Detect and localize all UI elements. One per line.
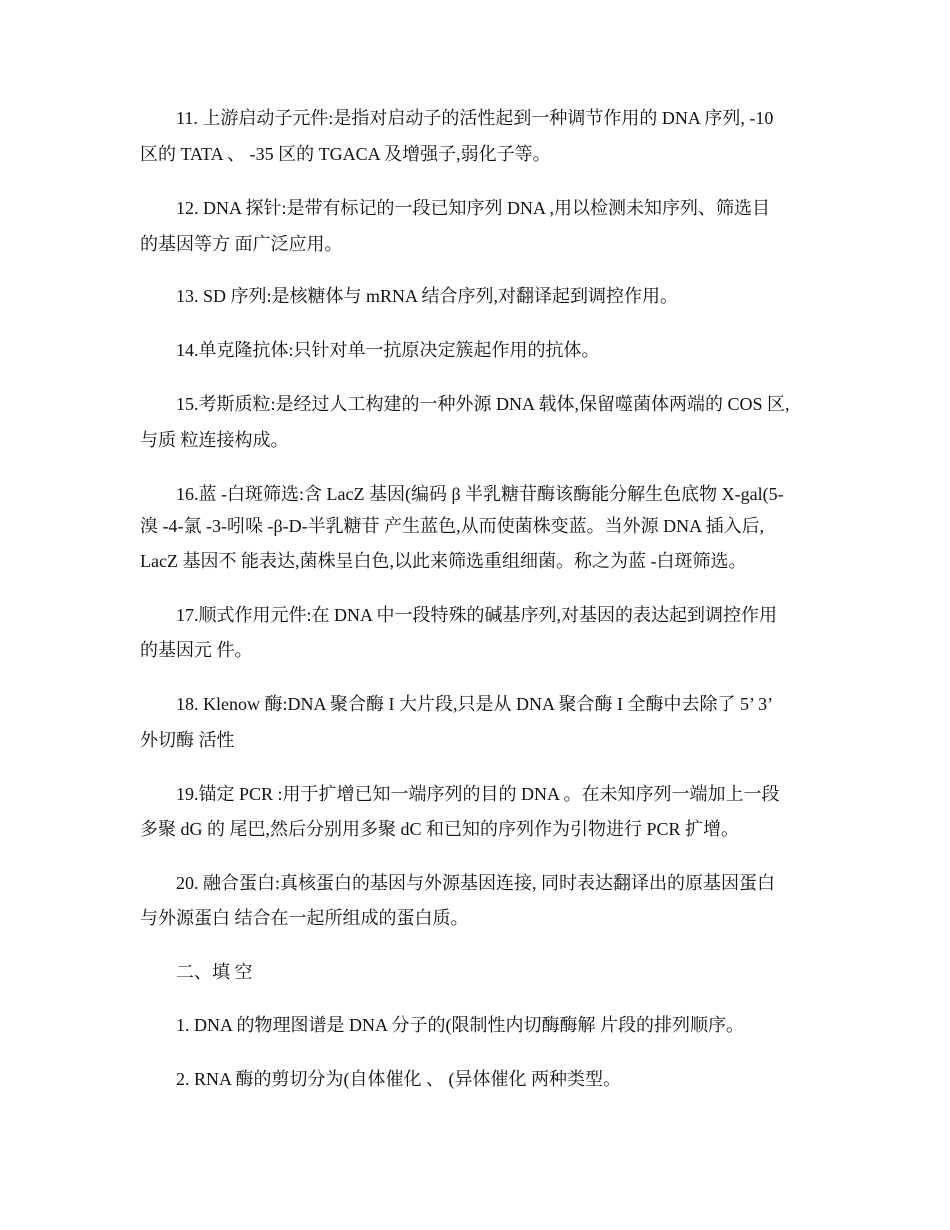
def-16-line-1: 16.蓝 -白斑筛选:含 LacZ 基因(编码 β 半乳糖苷酶该酶能分解生色底物 X-gal(5- (176, 484, 784, 504)
fill-item-2: 2. RNA 酶的剪切分为(自体催化 、 (异体催化 两种类型。 (176, 1069, 621, 1089)
def-18-line-2: 外切酶 活性 (140, 730, 235, 750)
def-16-line-2: 溴 -4-氯 -3-吲哚 -β-D-半乳糖苷 产生蓝色,从而使菌株变蓝。当外源 DNA 插入后, (140, 516, 765, 536)
def-14-line: 14.单克隆抗体:只针对单一抗原决定簇起作用的抗体。 (176, 340, 600, 360)
def-19-line-2: 多聚 dG 的 尾巴,然后分别用多聚 dC 和已知的序列作为引物进行 PCR 扩增。 (140, 819, 740, 839)
section-heading-fill-in: 二、填 空 (176, 962, 253, 982)
def-11-line-1: 11. 上游启动子元件:是指对启动子的活性起到一种调节作用的 DNA 序列, -10 (176, 108, 774, 128)
def-11-line-2: 区的 TATA 、 -35 区的 TGACA 及增强子,弱化子等。 (140, 144, 551, 164)
def-12-line-1: 12. DNA 探针:是带有标记的一段已知序列 DNA ,用以检测未知序列、筛选目 (176, 198, 771, 218)
def-20-line-2: 与外源蛋白 结合在一起所组成的蛋白质。 (140, 908, 469, 928)
def-17-line-2: 的基因元 件。 (140, 640, 253, 660)
def-17-line-1: 17.顺式作用元件:在 DNA 中一段特殊的碱基序列,对基因的表达起到调控作用 (176, 605, 778, 625)
def-18-line-1: 18. Klenow 酶:DNA 聚合酶 I 大片段,只是从 DNA 聚合酶 I 全酶中去除了 5’ 3’ (176, 694, 774, 714)
def-20-line-1: 20. 融合蛋白:真核蛋白的基因与外源基因连接, 同时表达翻译出的原基因蛋白 (176, 873, 775, 893)
def-19-line-1: 19.锚定 PCR :用于扩增已知一端序列的目的 DNA 。在未知序列一端加上一段 (176, 784, 780, 804)
def-12-line-2: 的基因等方 面广泛应用。 (140, 234, 343, 254)
def-15-line-2: 与质 粒连接构成。 (140, 430, 289, 450)
def-15-line-1: 15.考斯质粒:是经过人工构建的一种外源 DNA 载体,保留噬菌体两端的 COS 区, (176, 394, 790, 414)
def-13-line: 13. SD 序列:是核糖体与 mRNA 结合序列,对翻译起到调控作用。 (176, 286, 679, 306)
fill-item-1: 1. DNA 的物理图谱是 DNA 分子的(限制性内切酶酶解 片段的排列顺序。 (176, 1015, 744, 1035)
def-16-line-3: LacZ 基因不 能表达,菌株呈白色,以此来筛选重组细菌。称之为蓝 -白斑筛选。 (140, 551, 747, 571)
